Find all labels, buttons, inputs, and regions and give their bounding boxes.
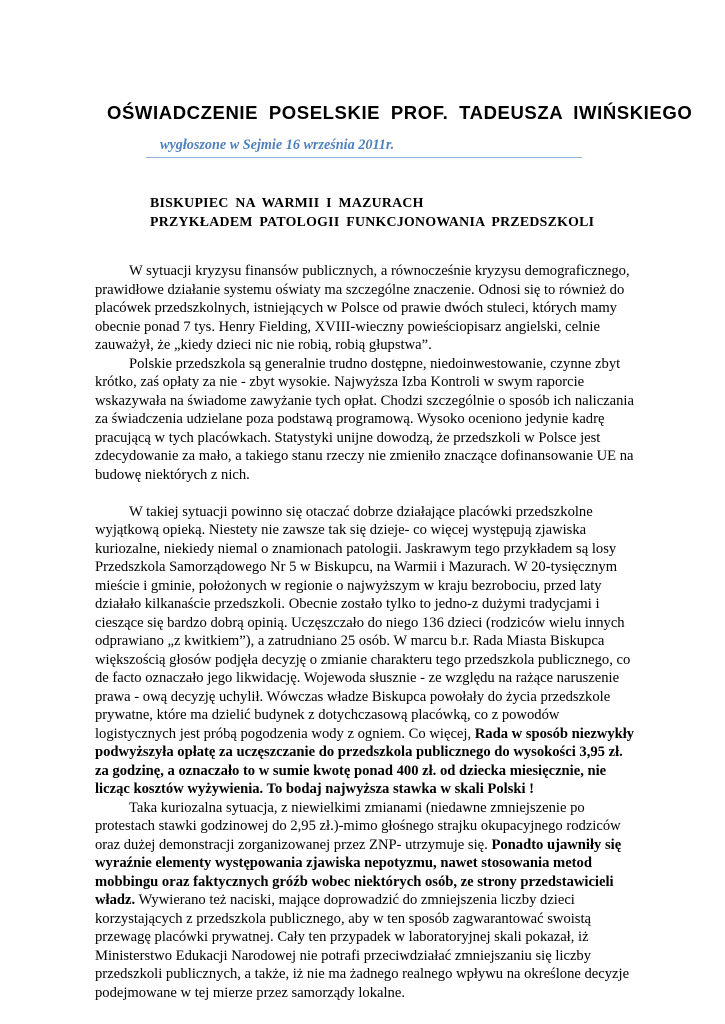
text-line <box>95 706 635 725</box>
text-line <box>95 429 635 448</box>
text-run: de facto oznaczało jego likwidację. Wojewoda słusznie - ze względu na rażące naruszenie <box>95 670 620 686</box>
text-line <box>95 743 635 762</box>
section-heading <box>150 194 594 231</box>
bold-text-run: za godzinę, a oznaczało to w sumie kwotę ponad 400 zł. od dziecka miesięcznie, nie <box>95 762 607 779</box>
text-run: prawa - ową decyzję uchylił. Wówczas władze Biskupca powołały do życia przedszkole <box>95 688 611 705</box>
text-line <box>95 836 635 855</box>
text-run: korzystających z przedszkola publicznego, aby w ten sposób zagwarantować swoistą <box>95 910 592 927</box>
text-line <box>95 336 635 355</box>
text-line <box>95 780 635 799</box>
text-run: prawidłowe działanie systemu oświaty ma szczególne znaczenie. Odnosi się to również do <box>95 281 625 298</box>
subtitle-date: wygłoszone w Sejmie 16 września 2011r. <box>160 137 395 153</box>
text-run: krótko, zaś opłaty za nie - zbyt wysokie. Najwyższa Izba Kontroli w swym raporcie <box>95 374 585 390</box>
text-line <box>95 947 635 966</box>
text-line <box>95 503 635 522</box>
text-run: przewagę placówki prywatnej. Cały ten przypadek w laboratoryjnej skali pokazał, iż <box>95 929 589 945</box>
text-run: Ministerstwo Edukacji Narodowej nie potrafi przeciwdziałać zmniejszaniu się liczby <box>95 947 592 964</box>
bold-text-run: licząc kosztów wyżywienia. To bodaj najwyższa stawka w skali Polski ! <box>95 781 535 797</box>
text-line <box>95 262 635 281</box>
text-line <box>95 651 635 670</box>
text-line <box>95 725 635 744</box>
bold-text-run: władz. <box>95 892 136 908</box>
text-line <box>95 928 635 947</box>
text-run: prywatne, które ma dzielić budynek z dotychczasową placówką, co z powodów <box>95 707 560 723</box>
bold-text-run: Rada w sposób niezwykły <box>474 725 635 742</box>
text-run: Taka kuriozalna sytuacja, z niewielkimi zmianami (niedawne zmniejszenie po <box>129 799 585 816</box>
text-line <box>95 762 635 781</box>
bold-text-run: podwyższyła opłatę za uczęszczanie do przedszkola publicznego do wysokości 3,95 zł. <box>95 744 623 760</box>
bold-text-run: wyraźnie elementy występowania zjawiska nepotyzmu, nawet stosowania metod <box>95 855 592 871</box>
text-line <box>95 281 635 300</box>
text-line <box>95 447 635 466</box>
text-run: budowę niektórych z nich. <box>95 466 250 483</box>
text-run: za świadczenia udzielane poza podstawą programową. Wysoko oceniono jedynie kadrę <box>95 411 605 427</box>
text-line <box>95 632 635 651</box>
text-run: podejmowane w tej mierze przez samorządy lokalne. <box>95 984 405 1001</box>
text-line <box>95 466 635 485</box>
text-run: obecnie ponad 7 tys. Henry Fielding, XVIII-wieczny powieściopisarz angielski, celnie <box>95 318 600 335</box>
text-line <box>95 318 635 337</box>
bold-text-run: Ponadto ujawniły się <box>491 836 622 853</box>
text-run: wskazywała na świadome zawyżanie tych opłat. Chodzi szczególnie o sposób ich naliczania <box>95 392 634 409</box>
text-line <box>95 355 635 374</box>
text-run: Wywierano też naciski, mające doprowadzić do zmniejszenia liczby dzieci <box>135 892 575 908</box>
text-run: cieszące się bardzo dobrą opinią. Uczęszczało do niego 136 dzieci (rodziców wielu innych <box>95 614 625 631</box>
text-run: zdecydowanie za mało, a takiego stanu rzeczy nie zmieniło znaczące dofinansowanie UE na <box>95 448 634 464</box>
text-run: odprawiano „z kwitkiem”), a zatrudniano 25 osób. W marcu b.r. Rada Miasta Biskupca <box>95 633 605 649</box>
text-line <box>95 854 635 873</box>
text-run: większością głosów podjęła decyzję o zmianie charakteru tego przedszkola publicznego, co <box>95 651 631 668</box>
text-line <box>95 540 635 559</box>
subtitle-underline <box>146 157 582 158</box>
text-line <box>95 577 635 596</box>
text-line <box>95 910 635 929</box>
text-line <box>95 873 635 892</box>
text-line <box>95 891 635 910</box>
text-run: Polskie przedszkola są generalnie trudno dostępne, niedoinwestowanie, czynne zbyt <box>129 355 621 372</box>
text-line <box>95 984 635 1003</box>
heading-line-2: PRZYKŁADEM PATOLOGII FUNKCJONOWANIA PRZEDSZKOLI <box>150 213 595 229</box>
text-run: Przedszkola Samorządowego Nr 5 w Biskupcu, na Warmii i Mazurach. W 20-tysięcznym <box>95 559 618 575</box>
heading-line-1: BISKUPIEC NA WARMII I MAZURACH <box>150 195 424 210</box>
body-text <box>95 262 635 1002</box>
text-line <box>95 614 635 633</box>
text-run: oraz dużej demonstracji zorganizowanej przez ZNP- utrzymuje się. <box>95 836 492 853</box>
text-run: przedszkoli publicznych, a także, iż nie ma żadnego realnego wpływu na określone decyzje <box>95 966 630 982</box>
text-run: protestach stawki godzinowej do 2,95 zł.)-mimo głośnego strajku okupacyjnego rodziców <box>95 818 621 834</box>
text-run: mieście i gminie, położonych w regionie o najwyższym w kraju bezrobociu, przed laty <box>95 577 602 594</box>
bold-text-run: mobbingu oraz faktycznych gróźb wobec niektórych osób, ze strony przedstawicieli <box>95 873 614 890</box>
text-line <box>95 558 635 577</box>
text-run: działało kilkanaście przedszkoli. Obecnie zostało tylko to jedno-z dużymi tradycjami i <box>95 596 600 612</box>
text-line <box>95 965 635 984</box>
text-run: W takiej sytuacji powinno się otaczać dobrze działające placówki przedszkolne <box>129 503 593 520</box>
text-run: W sytuacji kryzysu finansów publicznych, a równocześnie kryzysu demograficznego, <box>129 263 630 279</box>
text-line <box>95 521 635 540</box>
text-line <box>95 373 635 392</box>
text-line <box>95 817 635 836</box>
text-line <box>95 410 635 429</box>
paragraph-gap <box>95 484 635 503</box>
text-run: pracującą w tych placówkach. Statystyki unijne dowodzą, że przedszkoli w Polsce jest <box>95 429 601 446</box>
page-title: OŚWIADCZENIE POSELSKIE PROF. TADEUSZA IWIŃSKIEGO <box>107 102 693 123</box>
text-run: placówek przedszkolnych, istniejących w Polsce od prawie dwóch stuleci, których mamy <box>95 300 617 316</box>
text-line <box>95 799 635 818</box>
text-run: kuriozalne, niekiedy niemal o znamionach patologii. Jaskrawym tego przykładem są losy <box>95 540 617 557</box>
text-run: zauważył, że „kiedy dzieci nic nie robią, robią głupstwa”. <box>95 337 432 353</box>
text-line <box>95 392 635 411</box>
text-line <box>95 595 635 614</box>
text-run: wyjątkową opieką. Niestety nie zawsze tak się dzieje- co więcej występują zjawiska <box>95 522 587 538</box>
text-run: logistycznych jest próbą pogodzenia wody z ogniem. Co więcej, <box>95 725 475 742</box>
text-line <box>95 688 635 707</box>
text-line <box>95 669 635 688</box>
text-line <box>95 299 635 318</box>
